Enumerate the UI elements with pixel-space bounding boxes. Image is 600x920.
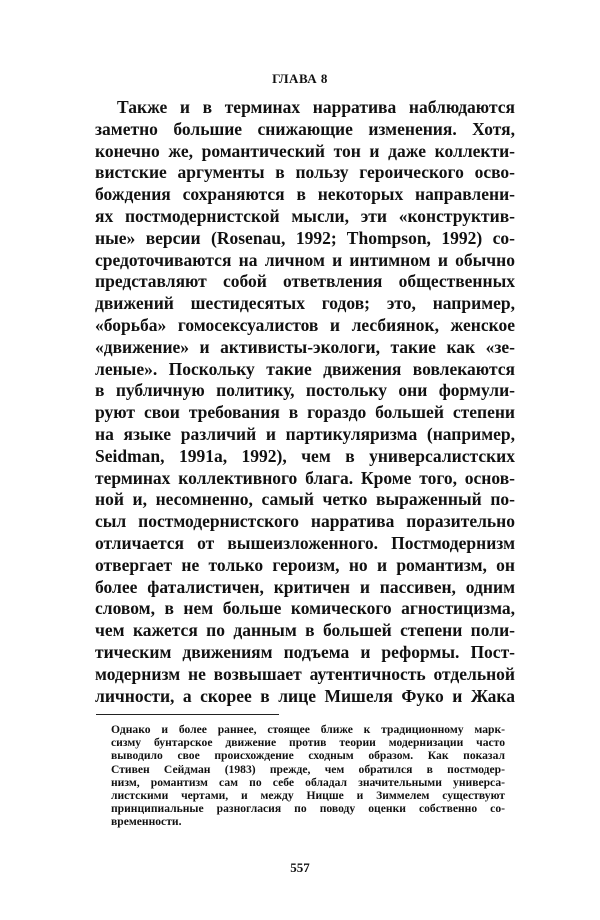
body-line: руют свои требования в гораздо большей степени (95, 402, 515, 423)
body-line: ные» версии (Rosenau, 1992; Thompson, 1992) со- (95, 227, 515, 248)
body-line: сыл постмодернистского нарратива поразительно (95, 511, 515, 532)
body-line: Также и в терминах нарратива наблюдаются (117, 97, 515, 117)
body-line: чем кажется по данным в большей степени поли- (95, 620, 515, 641)
body-line: ной и, несомненно, самый четко выраженный по- (95, 489, 515, 510)
footnote-line: Однако и более раннее, стоящее ближе к традиционному марк- (111, 723, 505, 736)
footnote-line: принципиальные разногласия по поводу оценки собственно со- (111, 802, 505, 816)
footnote-line: временности. (111, 815, 182, 829)
body-line: личности, а скорее в лице Мишеля Фуко и Жака (95, 685, 515, 706)
body-line: в публичную политику, постольку они формули- (95, 380, 515, 401)
running-header: ГЛАВА 8 (272, 71, 328, 86)
body-line: представляют собой ответвления общественных (95, 271, 515, 292)
body-line: заметно большие снижающие изменения. Хотя, (95, 118, 515, 139)
footnote-line: сизму бунтарское движение против теории модернизации часто (111, 736, 505, 750)
body-line: терминах коллективного блага. Кроме того, основ- (95, 467, 515, 488)
footnote-line: низм, романтизм сам по себе обладал значительными универса- (111, 775, 505, 789)
page-number: 557 (290, 860, 310, 875)
footnote (111, 723, 505, 829)
footnote-divider (96, 714, 279, 715)
footnote-line: листскими чертами, и между Ницше и Зиммелем существуют (111, 788, 505, 802)
body-line: словом, в нем больше комического агностицизма, (95, 598, 515, 619)
body-line: тическим движениям подъема и реформы. Пост- (95, 641, 515, 662)
body-line: Seidman, 1991a, 1992), чем в универсалистских (95, 445, 515, 466)
footnote-line: выводило свое происхождение сходным образом. Как показал (111, 749, 505, 763)
body-line: бождения сохраняются в некоторых направлени- (95, 184, 515, 205)
body-line: модернизм не возвышает аутентичность отдельной (95, 663, 515, 684)
body-line: «движение» и активисты-экологи, такие как «зе- (95, 336, 515, 357)
body-line: «борьба» гомосексуалистов и лесбиянок, женское (95, 314, 515, 335)
footnote-line: Стивен Сейдман (1983) прежде, чем обратился в постмодер- (111, 762, 505, 776)
body-line: более фаталистичен, критичен и пассивен, одним (95, 576, 515, 597)
body-line: леные». Поскольку такие движения вовлекаются (95, 358, 515, 379)
body-line: вистские аргументы в пользу героического осво- (95, 162, 515, 183)
body-line: движений шестидесятых годов; это, например, (95, 293, 515, 314)
body-line: на языке различий и партикуляризма (например, (95, 423, 515, 444)
body-line: конечно же, романтический тон и даже коллекти- (95, 140, 515, 161)
body-line: отличается от вышеизложенного. Постмодернизм (95, 532, 515, 553)
body-line: ях постмодернистской мысли, эти «конструктив- (95, 205, 515, 226)
body-text (95, 97, 515, 707)
body-line: отвергает не только героизм, но и романтизм, он (95, 554, 515, 575)
body-line: средоточиваются на личном и интимном и обычно (95, 249, 515, 270)
